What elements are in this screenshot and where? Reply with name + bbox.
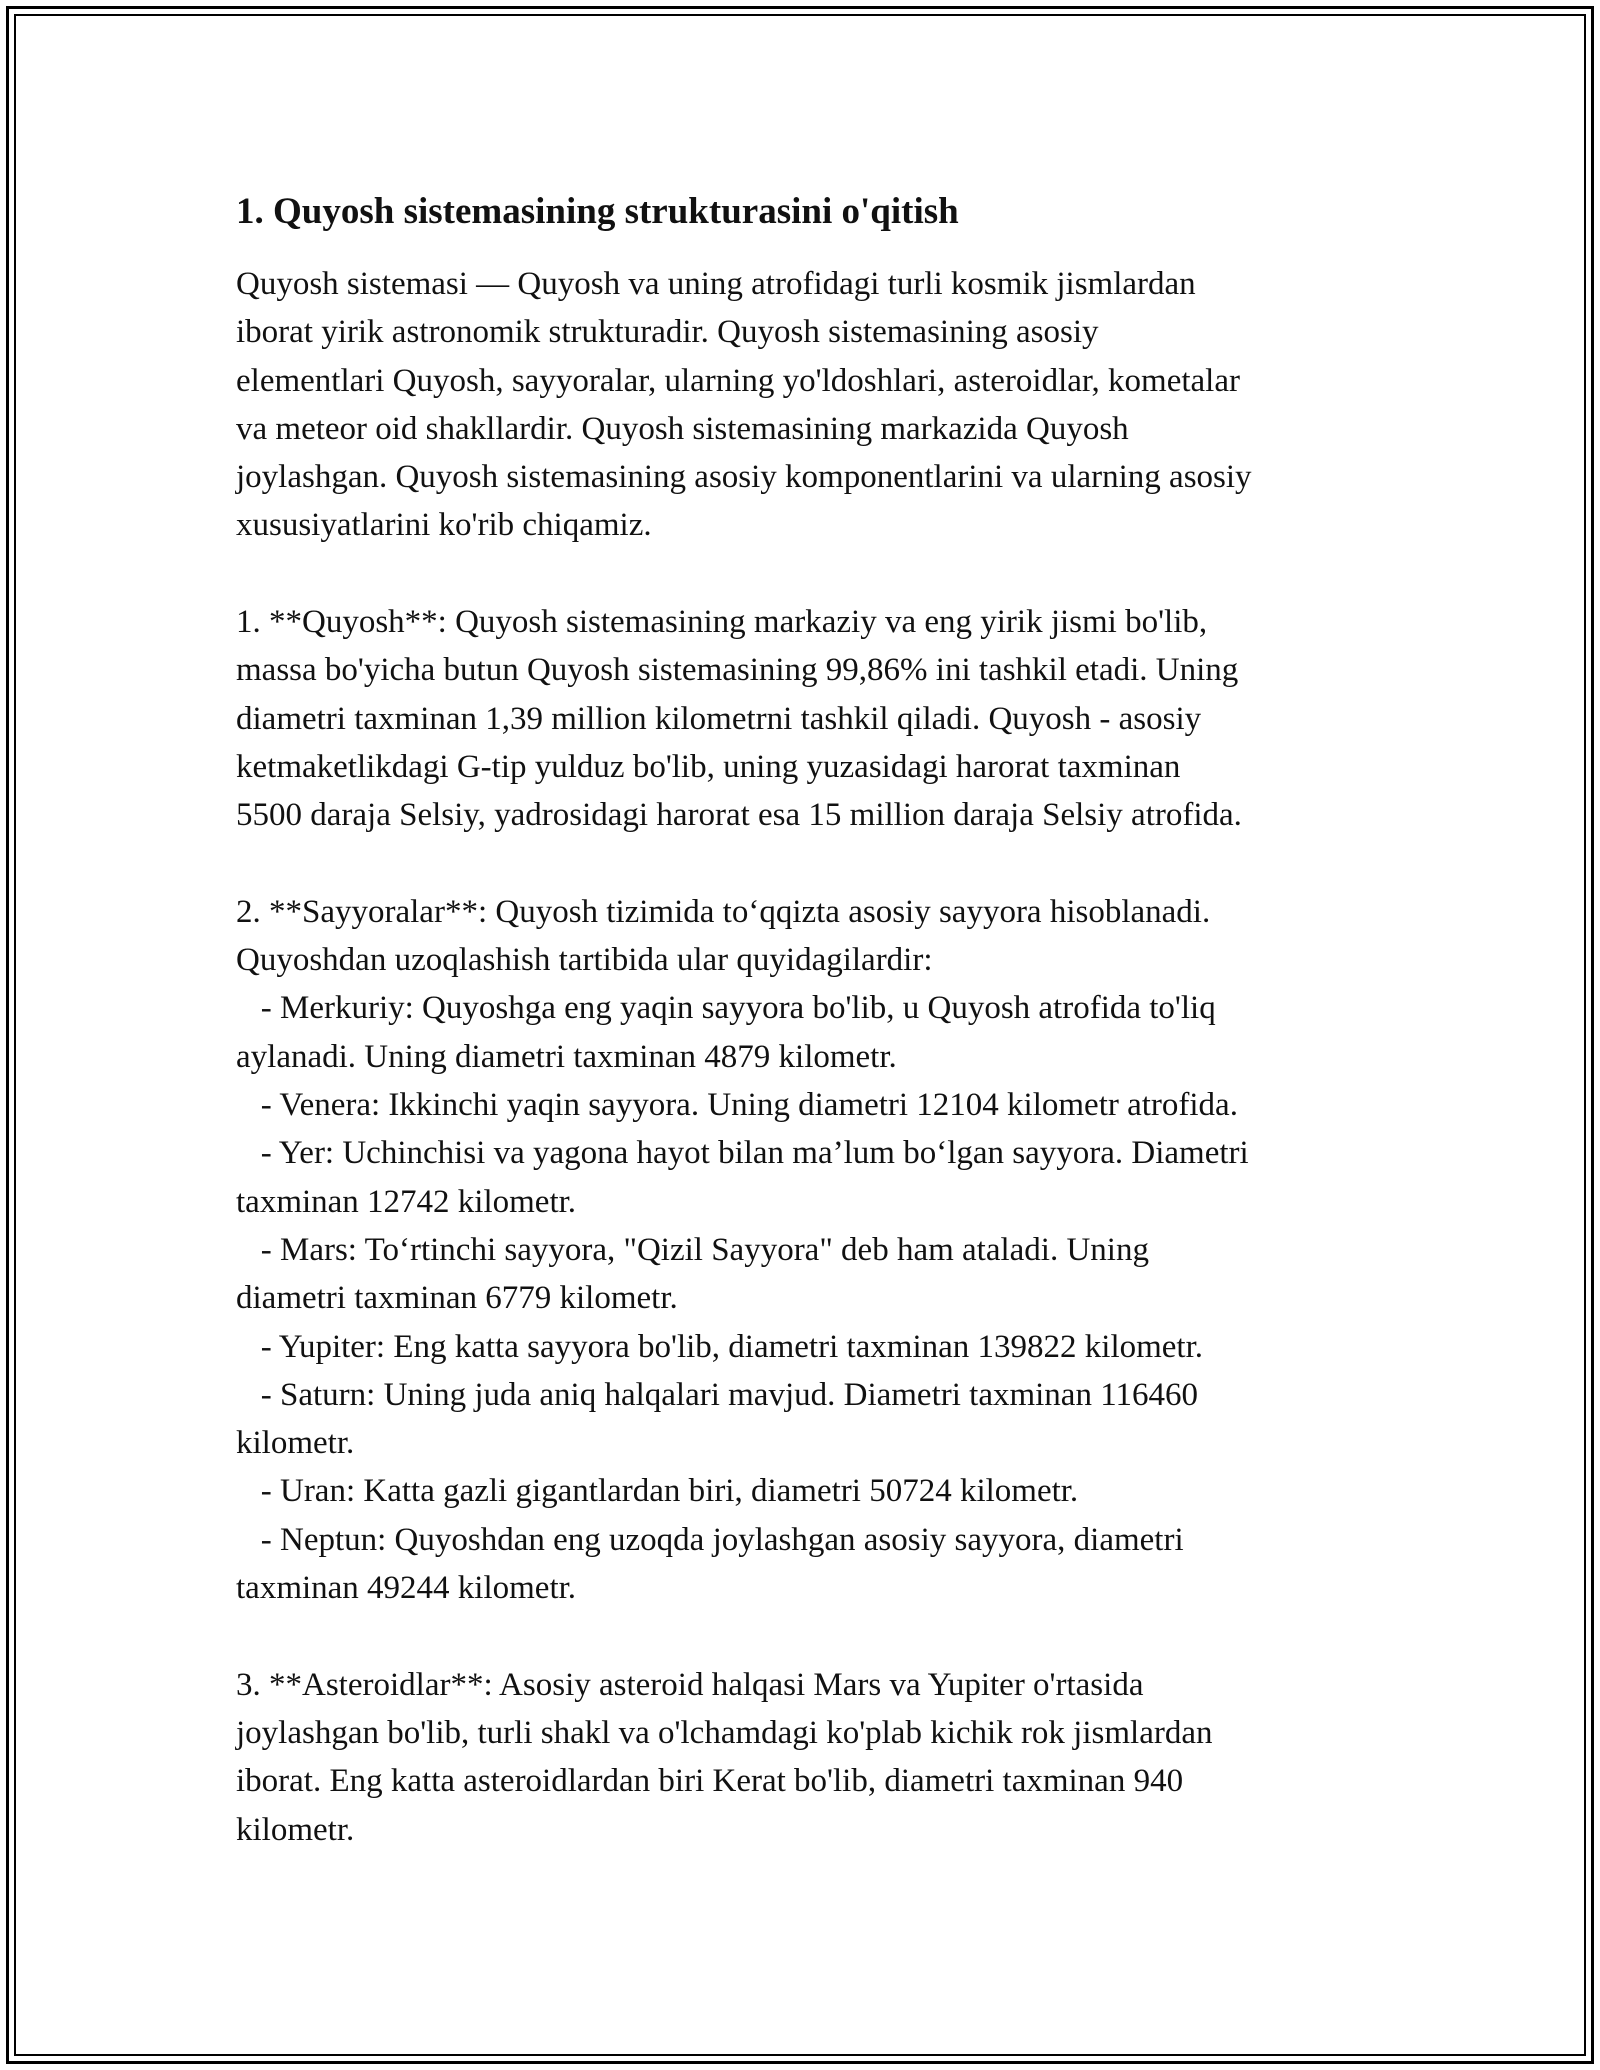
text-line: 1. **Quyosh**: Quyosh sistemasining markaziy va eng yirik jismi bo'lib, [236, 604, 1208, 641]
text-line: elementlari Quyosh, sayyoralar, ularning yo'ldoshlari, asteroidlar, kometalar [236, 362, 1240, 399]
text-line: - Uran: Katta gazli gigantlardan biri, diametri 50724 kilometr. [236, 1473, 1079, 1510]
document-body [236, 188, 1376, 1854]
text-line: joylashgan. Quyosh sistemasining asosiy komponentlarini va ularning asosiy [236, 459, 1252, 496]
text-line: - Merkuriy: Quyoshga eng yaqin sayyora bo'lib, u Quyosh atrofida to'liq [236, 990, 1216, 1027]
text-line: - Venera: Ikkinchi yaqin sayyora. Uning diametri 12104 kilometr atrofida. [236, 1087, 1238, 1124]
text-line: - Yupiter: Eng katta sayyora bo'lib, diametri taxminan 139822 kilometr. [236, 1328, 1204, 1365]
text-line: va meteor oid shakllardir. Quyosh sistemasining markazida Quyosh [236, 410, 1129, 447]
text-line: 2. **Sayyoralar**: Quyosh tizimida to‘qqizta asosiy sayyora hisoblanadi. [236, 893, 1211, 930]
text-line: joylashgan bo'lib, turli shakl va o'lchamdagi ko'plab kichik rok jismlardan [236, 1714, 1213, 1751]
text-line: 5500 daraja Selsiy, yadrosidagi harorat esa 15 million daraja Selsiy atrofida. [236, 797, 1242, 834]
document-title: 1. Quyosh sistemasining strukturasini o'qitish [236, 191, 959, 232]
paragraph-gap [236, 550, 1376, 598]
text-line: - Mars: To‘rtinchi sayyora, "Qizil Sayyora" deb ham ataladi. Uning [236, 1231, 1149, 1268]
text-line: - Saturn: Uning juda aniq halqalari mavjud. Diametri taxminan 116460 [236, 1376, 1198, 1413]
text-line: Quyoshdan uzoqlashish tartibida ular quyidagilardir: [236, 942, 933, 979]
text-line: aylanadi. Uning diametri taxminan 4879 kilometr. [236, 1038, 897, 1075]
paragraph-gap [236, 1612, 1376, 1660]
text-line: iborat. Eng katta asteroidlardan biri Kerat bo'lib, diametri taxminan 940 [236, 1763, 1184, 1800]
text-line: ketmaketlikdagi G-tip yulduz bo'lib, uning yuzasidagi harorat taxminan [236, 748, 1181, 785]
text-line: taxminan 49244 kilometr. [236, 1570, 577, 1607]
text-line: xususiyatlarini ko'rib chiqamiz. [236, 507, 652, 544]
document-text [236, 260, 1376, 1854]
text-line: - Neptun: Quyoshdan eng uzoqda joylashgan asosiy sayyora, diametri [236, 1521, 1184, 1558]
text-line: - Yer: Uchinchisi va yagona hayot bilan ma’lum bo‘lgan sayyora. Diametri [236, 1135, 1249, 1172]
text-line: 3. **Asteroidlar**: Asosiy asteroid halqasi Mars va Yupiter o'rtasida [236, 1666, 1144, 1703]
text-line: iborat yirik astronomik strukturadir. Quyosh sistemasining asosiy [236, 314, 1099, 351]
text-line: kilometr. [236, 1811, 355, 1848]
text-line: Quyosh sistemasi — Quyosh va uning atrofidagi turli kosmik jismlardan [236, 266, 1196, 302]
text-line: diametri taxminan 6779 kilometr. [236, 1280, 678, 1317]
text-line: massa bo'yicha butun Quyosh sistemasining 99,86% ini tashkil etadi. Uning [236, 652, 1239, 689]
text-line: kilometr. [236, 1425, 355, 1462]
text-line: diametri taxminan 1,39 million kilometrni tashkil qiladi. Quyosh - asosiy [236, 700, 1202, 737]
text-line: taxminan 12742 kilometr. [236, 1183, 577, 1220]
paragraph-gap [236, 840, 1376, 888]
